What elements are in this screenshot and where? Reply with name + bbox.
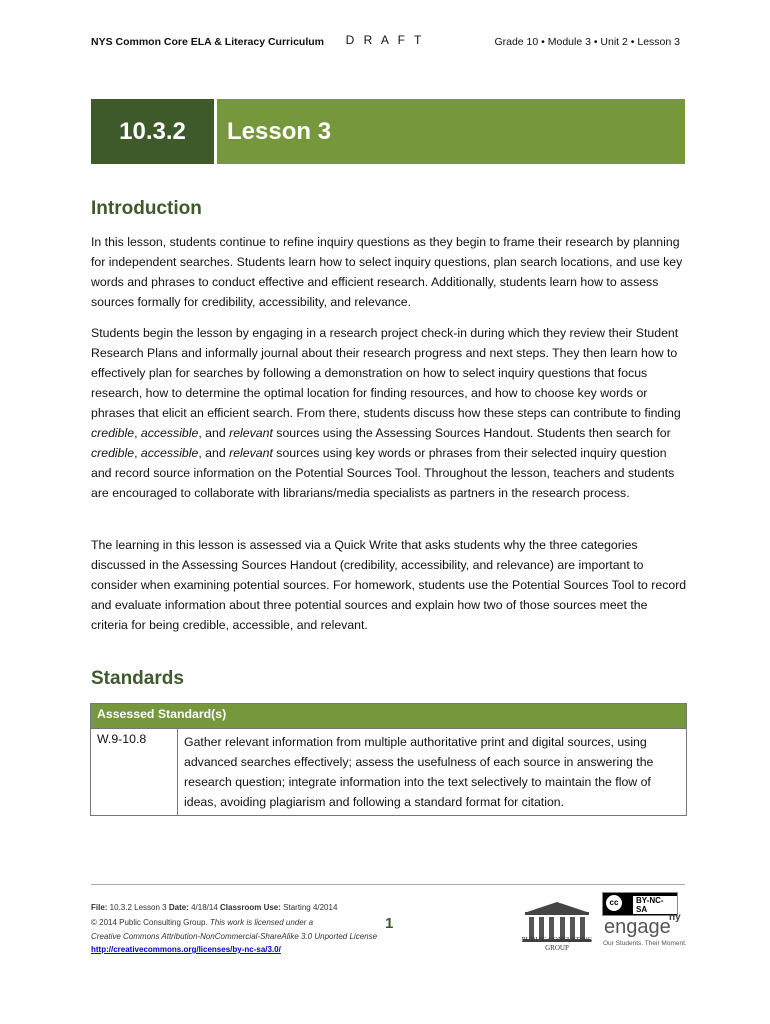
lesson-title: Lesson 3 — [217, 99, 685, 164]
page-number: 1 — [385, 915, 394, 932]
table-row — [91, 729, 687, 816]
p2-sep: , — [134, 446, 141, 460]
introduction-heading: Introduction — [91, 198, 202, 219]
standard-code: W.9-10.8 — [91, 729, 178, 816]
relevant-term: relevant — [229, 446, 273, 460]
intro-paragraph-1: In this lesson, students continue to refine inquiry questions as they begin to frame their research by planning for independent searches. Students learn how to select inquiry questions, plan search locations, and use key words and phrases to conduct effective and efficient research. Additionally, students learn how to assess sources formally for credibility, accessibility, and relevance. — [91, 235, 683, 309]
accessible-term: accessible — [140, 446, 199, 460]
p2-text-b: sources using the Assessing Sources Handout. Students then search for — [272, 426, 671, 440]
license-intro: This work is licensed under a — [207, 918, 314, 927]
p2-sep: , and — [198, 446, 230, 460]
use-value: Starting 4/2014 — [280, 903, 338, 912]
relevant-term: relevant — [229, 426, 273, 440]
p2-sep: , — [134, 426, 141, 440]
accessible-term: accessible — [140, 426, 199, 440]
p2-sep: , and — [198, 426, 230, 440]
date-label: Date: — [168, 903, 189, 912]
file-value: 10.3.2 Lesson 3 — [107, 903, 169, 912]
file-label: File: — [91, 903, 108, 912]
cc-icon: cc — [606, 895, 622, 911]
lesson-banner — [91, 99, 685, 164]
date-value: 4/18/14 — [188, 903, 220, 912]
credible-term: credible — [91, 446, 135, 460]
p2-text-a: Students begin the lesson by engaging in a research project check-in during which they review their Student Research Plans and informally journal about their research progress and next steps. They then learn how to effectively plan for searches by following a demonstration on how to select inquiry questions that focus research, how to determine the optimal location for finding resources, and how to choose key words or phrases that elicit an efficient search. From there, students discuss how these steps can contribute to finding — [91, 326, 681, 420]
header-draft-label: D R A F T — [345, 33, 425, 47]
standard-text: Gather relevant information from multiple authoritative print and digital sources, using advanced searches effectively; assess the usefulness of each source in answering the research question; integrate information into the text selectively to maintain the flow of ideas, avoiding plagiarism and following a standard format for citation. — [178, 729, 687, 816]
standards-table — [90, 703, 687, 816]
p2-text-c: sources using key words or phrases from their selected inquiry question and record source information on the Potential Sources Tool. Throughout the lesson, teachers and students are encouraged to collaborate with librarians/media specialists as partners in the research process. — [91, 446, 675, 500]
standards-table-header: Assessed Standard(s) — [91, 704, 687, 729]
copyright-text: © 2014 Public Consulting Group. — [91, 918, 208, 927]
cc-license-badge — [602, 892, 678, 916]
lesson-number: 10.3.2 — [91, 99, 214, 164]
pcg-label: PUBLIC CONSULTING GROUP — [521, 936, 593, 952]
header-grade-module: Grade 10 • Module 3 • Unit 2 • Lesson 3 — [494, 36, 680, 48]
intro-paragraph-2 — [91, 323, 687, 503]
cc-badge-text: BY-NC-SA — [633, 896, 677, 914]
footer-copyright — [91, 918, 313, 927]
standards-heading: Standards — [91, 668, 184, 689]
engageny-logo: engage — [604, 916, 671, 938]
credible-term: credible — [91, 426, 135, 440]
engageny-logo-ny: ny — [669, 912, 681, 923]
engageny-tagline: Our Students. Their Moment. — [603, 940, 687, 947]
intro-paragraph-3: The learning in this lesson is assessed via a Quick Write that asks students why the three categories discussed in the Assessing Sources Handout (credibility, accessibility, and relevance) are important to consider when examining potential sources. For homework, students use the Potential Sources Tool to record and evaluate information about three potential sources and explain how two of those sources meet the criteria for being credible, accessible, and relevant. — [91, 538, 687, 632]
footer-divider — [91, 884, 685, 885]
license-link[interactable]: http://creativecommons.org/licenses/by-nc-sa/3.0/ — [91, 945, 281, 954]
use-label: Classroom Use: — [220, 903, 281, 912]
header-curriculum: NYS Common Core ELA & Literacy Curriculum — [91, 36, 324, 48]
footer-file-info — [91, 903, 337, 912]
footer-license-name: Creative Commons Attribution-NonCommercial-ShareAlike 3.0 Unported License — [91, 932, 378, 941]
